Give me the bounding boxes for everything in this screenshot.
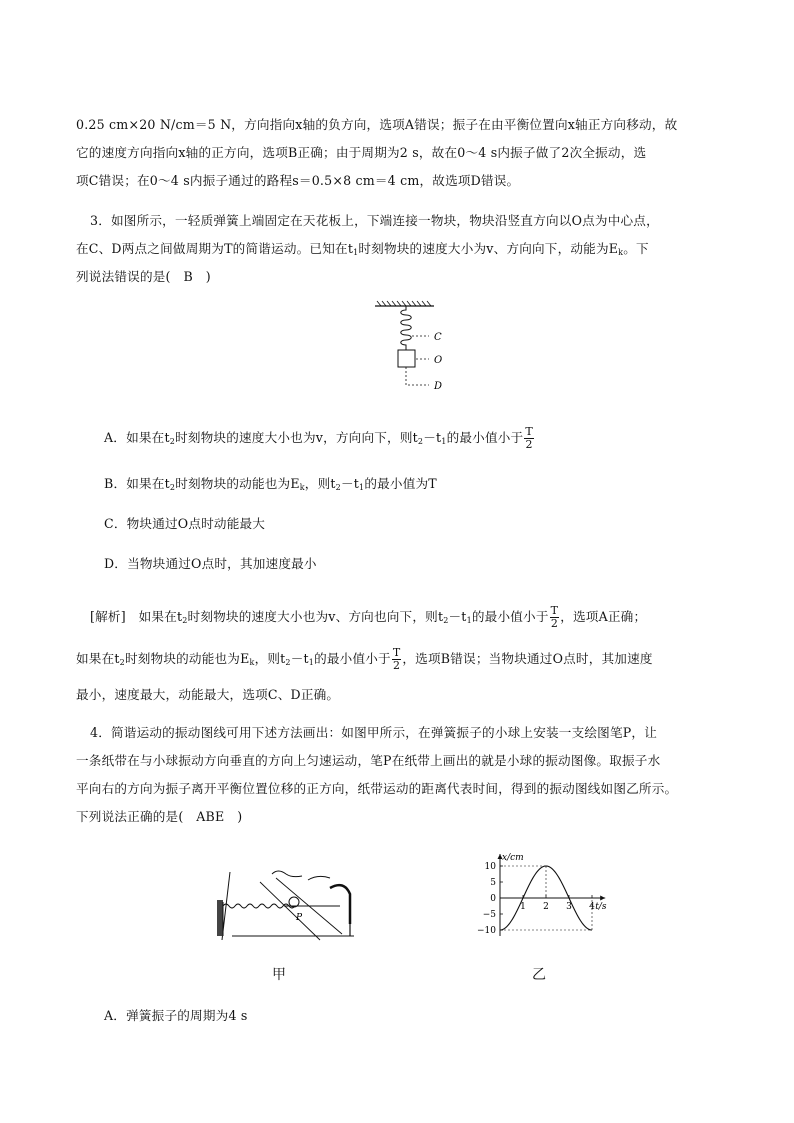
q4-line3: 平向右的方向为振子离开平衡位置位移的正方向，纸带运动的距离代表时间，得到的振动图线如图乙所示。 (76, 781, 678, 796)
para1-line1: 0.25 cm×20 N/cm＝5 N，方向指向x轴的负方向，选项A错误；振子在由平衡位置向x轴正方向移动，故 (76, 117, 678, 132)
q3-line1: 3．如图所示，一轻质弹簧上端固定在天花板上，下端连接一物块，物块沿竖直方向以O点为中心点， (90, 213, 659, 228)
fraction-t-over-2: $\frac{T}{2}$ (525, 425, 533, 451)
label-d: D (434, 381, 443, 392)
x-axis-label: t/s (595, 902, 607, 912)
q4-line4: 下列说法正确的是( ABE ) (76, 809, 243, 824)
analysis-line1: [解析] 如果在$t_2$时刻物块的速度大小也为v、方向也向下，则$t_2-t_1$的最小值小于 $\frac{T}{2}$ ，选项A正确； (90, 604, 647, 630)
q4-option-a: A．弹簧振子的周期为4 s (104, 1008, 248, 1023)
oscillator-apparatus-figure (212, 862, 362, 942)
q3-option-b: B．如果在$t_2$时刻物块的动能也为$E_k$，则$t_2-t_1$的最小值为T (104, 476, 437, 492)
y-tick-label: −10 (477, 926, 496, 936)
displacement-time-chart (464, 840, 614, 944)
label-c: C (434, 332, 442, 343)
label-p: P (296, 913, 303, 923)
spring-coil (401, 306, 412, 350)
q4-line2: 一条纸带在与小球振动方向垂直的方向上匀速运动，笔P在纸带上画出的就是小球的振动图像。取振子水 (76, 753, 661, 768)
x-axis-arrow (600, 896, 605, 901)
label-o: O (434, 355, 443, 366)
q3-option-a: A．如果在$t_2$时刻物块的速度大小也为v，方向向下，则$t_2-t_1$的最小值小于 $\frac{T}{2}$ (104, 425, 533, 451)
q3-option-c: C．物块通过O点时动能最大 (104, 516, 266, 531)
spring-mass-figure (370, 298, 460, 396)
y-tick-label: 5 (490, 878, 496, 888)
y-tick-label: −5 (482, 910, 496, 920)
q3-line2: 在C、D两点之间做周期为T的简谐运动。已知在$t_1$时刻物块的速度大小为v、方向向下，动能为$E_k$。下 (76, 241, 649, 257)
analysis-line2: 如果在$t_2$时刻物块的动能也为$E_k$，则$t_2-t_1$的最小值小于 $\frac{T}{2}$ ，选项B错误；当物块通过O点时，其加速度 (76, 646, 653, 672)
figure-yi-caption: 乙 (532, 967, 546, 983)
block (398, 350, 415, 367)
x-tick-label: 3 (566, 902, 572, 912)
q3-line3: 列说法错误的是( B ) (76, 269, 211, 284)
q3-option-d: D．当物块通过O点时，其加速度最小 (104, 556, 317, 571)
x-tick-label: 4 (589, 902, 595, 912)
figure-jia-caption: 甲 (272, 967, 286, 983)
x-tick-label: 1 (520, 902, 526, 912)
para1-line2: 它的速度方向指向x轴的正方向，选项B正确；由于周期为2 s，故在0～4 s内振子做了2次全振动，选 (76, 145, 647, 160)
para1-line3: 项C错误；在0～4 s内振子通过的路程s＝0.5×8 cm＝4 cm，故选项D错误。 (76, 173, 520, 188)
x-tick-label: 2 (543, 902, 549, 912)
q4-line1: 4．简谐运动的振动图线可用下述方法画出：如图甲所示，在弹簧振子的小球上安装一支绘图笔P，让 (90, 725, 658, 740)
analysis-line3: 最小，速度最大，动能最大，选项C、D正确。 (76, 687, 340, 702)
y-axis-label: x/cm (502, 853, 524, 863)
y-tick-label: 10 (484, 862, 496, 872)
y-tick-label: 0 (490, 894, 496, 904)
